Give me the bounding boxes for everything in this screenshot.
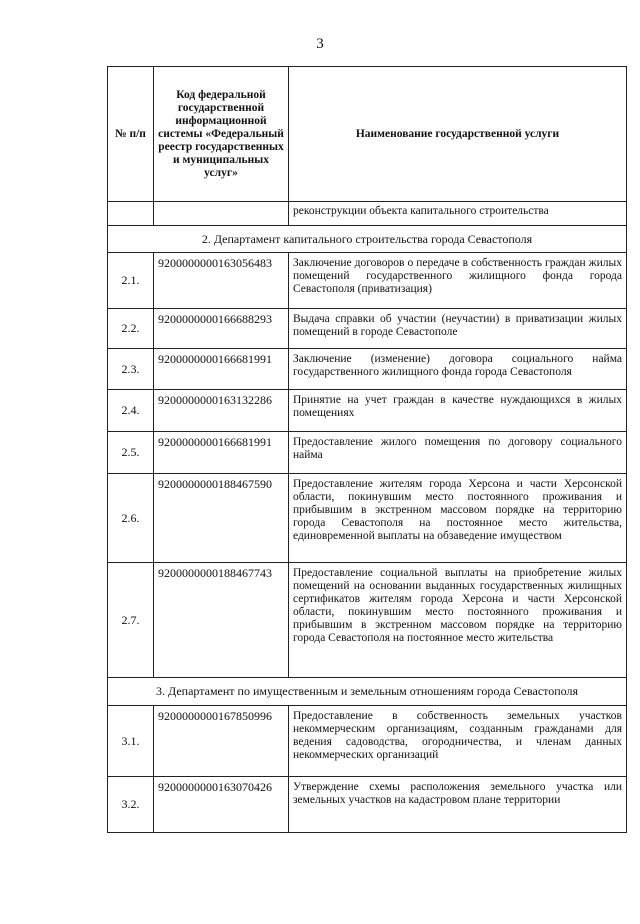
continuation-row: [108, 202, 627, 226]
table-row: [108, 309, 627, 349]
row-num: 2.3.: [108, 349, 154, 390]
row-num: 2.6.: [108, 474, 154, 563]
continuation-name: реконструкции объекта капитального строительства: [289, 202, 627, 226]
section-2-title: 2. Департамент капитального строительства города Севастополя: [108, 226, 627, 253]
row-code: 9200000000166681991: [154, 349, 289, 390]
row-name: Предоставление жилого помещения по договору социального найма: [289, 432, 627, 474]
row-num: 2.4.: [108, 390, 154, 432]
header-name: Наименование государственной услуги: [289, 67, 627, 202]
row-code: 9200000000188467590: [154, 474, 289, 563]
row-num: 2.7.: [108, 563, 154, 678]
table-row: [108, 474, 627, 563]
row-name: Предоставление социальной выплаты на приобретение жилых помещений на основании выданных государственных жилищных сертификатов жителям города Херсона и части Херсонской области, покинувшим место постоянного проживания и прибывшим в экстренном массовом порядке на территорию города Севастополя на постоянное место жительства: [289, 563, 627, 678]
table-row: [108, 390, 627, 432]
row-code: 9200000000163132286: [154, 390, 289, 432]
header-code: Код федеральной государственной информационной системы «Федеральный реестр государственных и муниципальных услуг»: [154, 67, 289, 202]
row-num: 3.2.: [108, 777, 154, 833]
page-number: 3: [316, 36, 324, 52]
section-row: [108, 226, 627, 253]
row-name: Заключение договоров о передаче в собственность граждан жилых помещений государственного жилищного фонда города Севастополя (приватизация): [289, 253, 627, 309]
header-num: № п/п: [108, 67, 154, 202]
row-code: 9200000000166688293: [154, 309, 289, 349]
row-num: 2.2.: [108, 309, 154, 349]
row-name: Выдача справки об участии (неучастии) в приватизации жилых помещений в городе Севастополе: [289, 309, 627, 349]
row-num: 2.1.: [108, 253, 154, 309]
table-row: [108, 706, 627, 777]
continuation-num: [108, 202, 154, 226]
table-row: [108, 253, 627, 309]
section-3-title: 3. Департамент по имущественным и земельным отношениям города Севастополя: [108, 678, 627, 706]
row-name: Утверждение схемы расположения земельного участка или земельных участков на кадастровом плане территории: [289, 777, 627, 833]
table-row: [108, 563, 627, 678]
continuation-code: [154, 202, 289, 226]
table-row: [108, 777, 627, 833]
table-row: [108, 349, 627, 390]
row-name: Заключение (изменение) договора социального найма государственного жилищного фонда города Севастополя: [289, 349, 627, 390]
row-num: 3.1.: [108, 706, 154, 777]
row-name: Предоставление жителям города Херсона и части Херсонской области, покинувшим место постоянного проживания и прибывшим в экстренном массовом порядке на территорию города Севастополя на постоянное место жительства, единовременной выплаты на обзаведение имуществом: [289, 474, 627, 563]
row-code: 9200000000167850996: [154, 706, 289, 777]
row-code: 9200000000163070426: [154, 777, 289, 833]
section-row: [108, 678, 627, 706]
row-code: 9200000000163056483: [154, 253, 289, 309]
table-header-row: [108, 67, 627, 202]
row-code: 9200000000166681991: [154, 432, 289, 474]
table-row: [108, 432, 627, 474]
row-code: 9200000000188467743: [154, 563, 289, 678]
row-name: Принятие на учет граждан в качестве нуждающихся в жилых помещениях: [289, 390, 627, 432]
services-table: [107, 66, 627, 833]
row-name: Предоставление в собственность земельных участков некоммерческим организациям, созданным гражданами для ведения садоводства, огородничества, и членам данных некоммерческих организаций: [289, 706, 627, 777]
row-num: 2.5.: [108, 432, 154, 474]
